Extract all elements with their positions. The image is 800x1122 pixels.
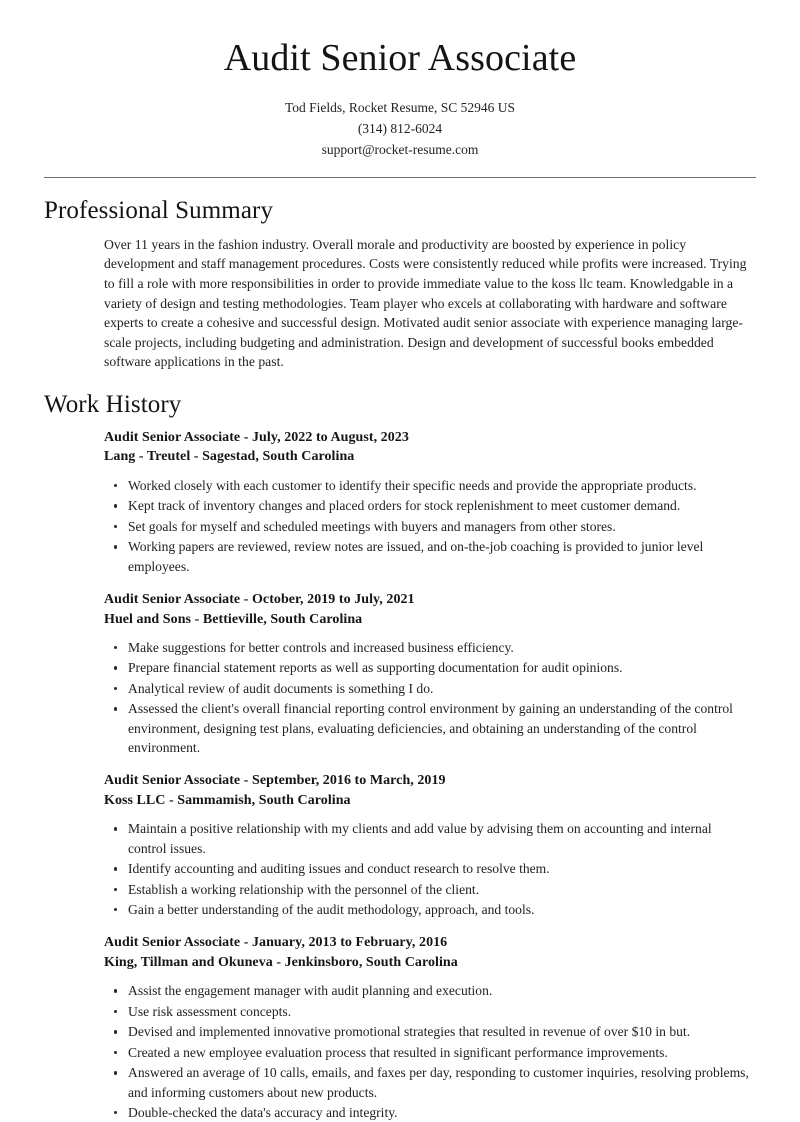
job-title: Audit Senior Associate - October, 2019 to July, 2021 [104,592,415,608]
header-divider [44,177,756,178]
job-responsibility-list [104,476,750,576]
work-history-list [104,428,750,1122]
job-responsibility-item: Set goals for myself and scheduled meetings with buyers and managers from other stores. [128,517,750,536]
job-responsibility-item: Gain a better understanding of the audit methodology, approach, and tools. [128,900,750,919]
professional-summary-body [44,235,756,372]
page-title: Audit Senior Associate [223,37,577,79]
job-responsibility-item: Use risk assessment concepts. [128,1002,750,1021]
job-responsibility-item: Analytical review of audit documents is something I do. [128,679,750,698]
resume-header [44,0,756,160]
work-history-entry [104,428,750,576]
professional-summary-text: Over 11 years in the fashion industry. Overall morale and productivity are boosted by experience in policy development and staff management procedures. Costs were consistently reduced while profits were increased. Trying to fill a role with more responsibilities in order to provide immediate value to the koss llc team. Knowledgable in a variety of design and testing methodologies. Team player who excels at collaborating with hardware and software experts to create a cohesive and successful design. Motivated audit senior associate with experience managing large-scale projects, including budgeting and administration. Design and development of successful books embedded software applications in the past. [104,236,747,370]
job-responsibility-list [104,819,750,919]
job-responsibility-item: Devised and implemented innovative promotional strategies that resulted in revenue of over $10 in but. [128,1022,750,1041]
job-responsibility-item: Worked closely with each customer to identify their specific needs and provide the appropriate products. [128,476,750,495]
job-responsibility-item: Assist the engagement manager with audit planning and execution. [128,981,750,1000]
job-title: Audit Senior Associate - July, 2022 to August, 2023 [104,429,409,445]
contact-info [44,97,756,160]
job-company: Koss LLC - Sammamish, South Carolina [104,792,351,808]
job-responsibility-item: Prepare financial statement reports as well as supporting documentation for audit opinions. [128,658,750,677]
job-responsibility-list [104,638,750,757]
job-responsibility-item: Identify accounting and auditing issues and conduct research to resolve them. [128,859,750,878]
job-responsibility-item: Maintain a positive relationship with my clients and add value by advising them on accounting and internal control issues. [128,819,750,858]
section-heading-work-history: Work History [44,390,182,418]
job-company: Lang - Treutel - Sagestad, South Carolina [104,449,355,465]
job-title: Audit Senior Associate - January, 2013 to February, 2016 [104,935,448,951]
job-responsibility-item: Kept track of inventory changes and placed orders for stock replenishment to meet customer demand. [128,496,750,515]
contact-phone: (314) 812-6024 [357,120,443,136]
contact-address: Tod Fields, Rocket Resume, SC 52946 US [284,99,516,115]
work-history-entry [104,933,750,1122]
section-heading-professional-summary: Professional Summary [44,196,274,224]
section-work-history [44,390,756,1122]
job-responsibility-item: Answered an average of 10 calls, emails, and faxes per day, responding to customer inquiries, resolving problems, and informing customers about new products. [128,1063,750,1102]
job-responsibility-item: Created a new employee evaluation process that resulted in significant performance improvements. [128,1043,750,1062]
job-responsibility-item: Double-checked the data's accuracy and integrity. [128,1103,750,1122]
work-history-entry [104,590,750,757]
work-history-entry [104,771,750,919]
job-title: Audit Senior Associate - September, 2016 to March, 2019 [104,773,446,789]
job-company: King, Tillman and Okuneva - Jenkinsboro, South Carolina [104,954,458,970]
job-responsibility-item: Working papers are reviewed, review notes are issued, and on-the-job coaching is provided to junior level employees. [128,537,750,576]
work-history-body [44,428,756,1122]
job-responsibility-item: Make suggestions for better controls and increased business efficiency. [128,638,750,657]
section-professional-summary [44,196,756,372]
job-responsibility-list [104,981,750,1122]
job-company: Huel and Sons - Bettieville, South Carolina [104,611,363,627]
job-responsibility-item: Establish a working relationship with the personnel of the client. [128,880,750,899]
contact-email: support@rocket-resume.com [321,141,479,157]
job-responsibility-item: Assessed the client's overall financial reporting control environment by gaining an understanding of the control environment, designing test plans, evaluating deficiencies, and obtaining an understanding of the control environment. [128,699,750,757]
